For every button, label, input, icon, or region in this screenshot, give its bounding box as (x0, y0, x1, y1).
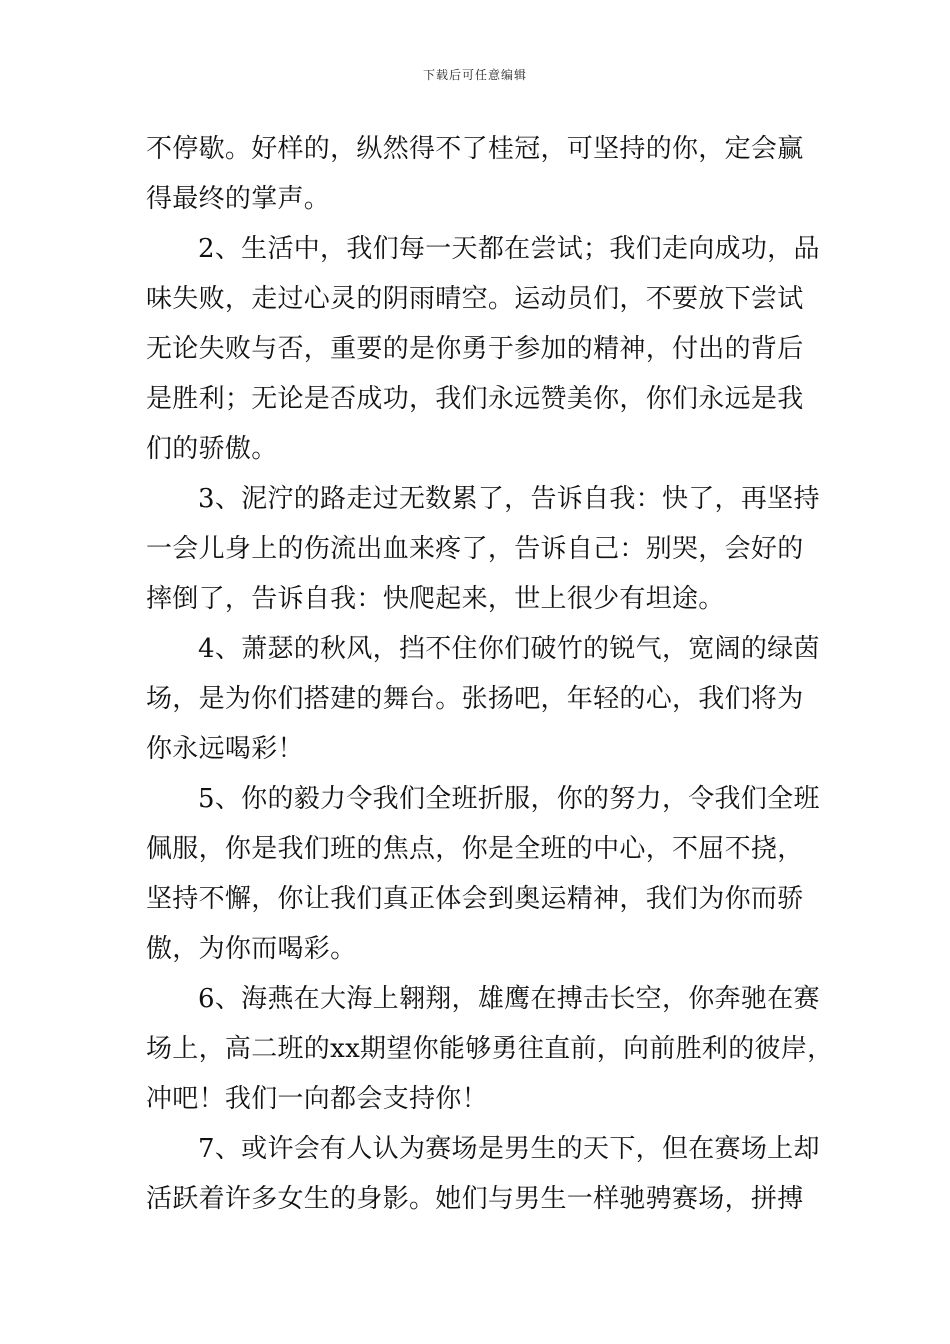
text-line: 坚持不懈，你让我们真正体会到奥运精神，我们为你而骄 (146, 884, 804, 914)
text-line: 场上，高二班的xx期望你能够勇往直前，向前胜利的彼岸， (146, 1034, 834, 1064)
text-line: 是胜利；无论是否成功，我们永远赞美你，你们永远是我 (146, 384, 804, 414)
text-line: 不停歇。好样的，纵然得不了桂冠，可坚持的你，定会赢 (146, 134, 804, 164)
text-line: 活跃着许多女生的身影。她们与男生一样驰骋赛场，拼搏 (146, 1184, 804, 1214)
text-line: 傲，为你而喝彩。 (146, 934, 357, 964)
page-header: 下载后可任意编辑 (422, 68, 527, 82)
text-line: 得最终的掌声。 (146, 184, 331, 214)
paragraph-start: 7、或许会有人认为赛场是男生的天下，但在赛场上却 (198, 1134, 820, 1164)
paragraph-start: 5、你的毅力令我们全班折服，你的努力，令我们全班 (198, 784, 820, 814)
text-line: 你永远喝彩！ (146, 734, 304, 764)
text-line: 一会儿身上的伤流出血来疼了，告诉自己：别哭，会好的 (146, 534, 804, 564)
document-body (146, 124, 834, 1224)
paragraph-start: 4、萧瑟的秋风，挡不住你们破竹的锐气，宽阔的绿茵 (198, 634, 820, 664)
paragraph-start: 6、海燕在大海上翱翔，雄鹰在搏击长空，你奔驰在赛 (198, 984, 820, 1014)
text-line: 无论失败与否，重要的是你勇于参加的精神，付出的背后 (146, 334, 804, 364)
paragraph-start: 3、泥泞的路走过无数累了，告诉自我：快了，再坚持 (198, 484, 820, 514)
text-line: 们的骄傲。 (146, 434, 278, 464)
text-line: 冲吧！我们一向都会支持你！ (146, 1084, 488, 1114)
text-line: 场，是为你们搭建的舞台。张扬吧，年轻的心，我们将为 (146, 684, 804, 714)
text-line: 味失败，走过心灵的阴雨晴空。运动员们，不要放下尝试 (146, 284, 804, 314)
text-line: 摔倒了，告诉自我：快爬起来，世上很少有坦途。 (146, 584, 725, 614)
paragraph-start: 2、生活中，我们每一天都在尝试；我们走向成功，品 (198, 234, 820, 264)
text-line: 佩服，你是我们班的焦点，你是全班的中心，不屈不挠， (146, 834, 804, 864)
